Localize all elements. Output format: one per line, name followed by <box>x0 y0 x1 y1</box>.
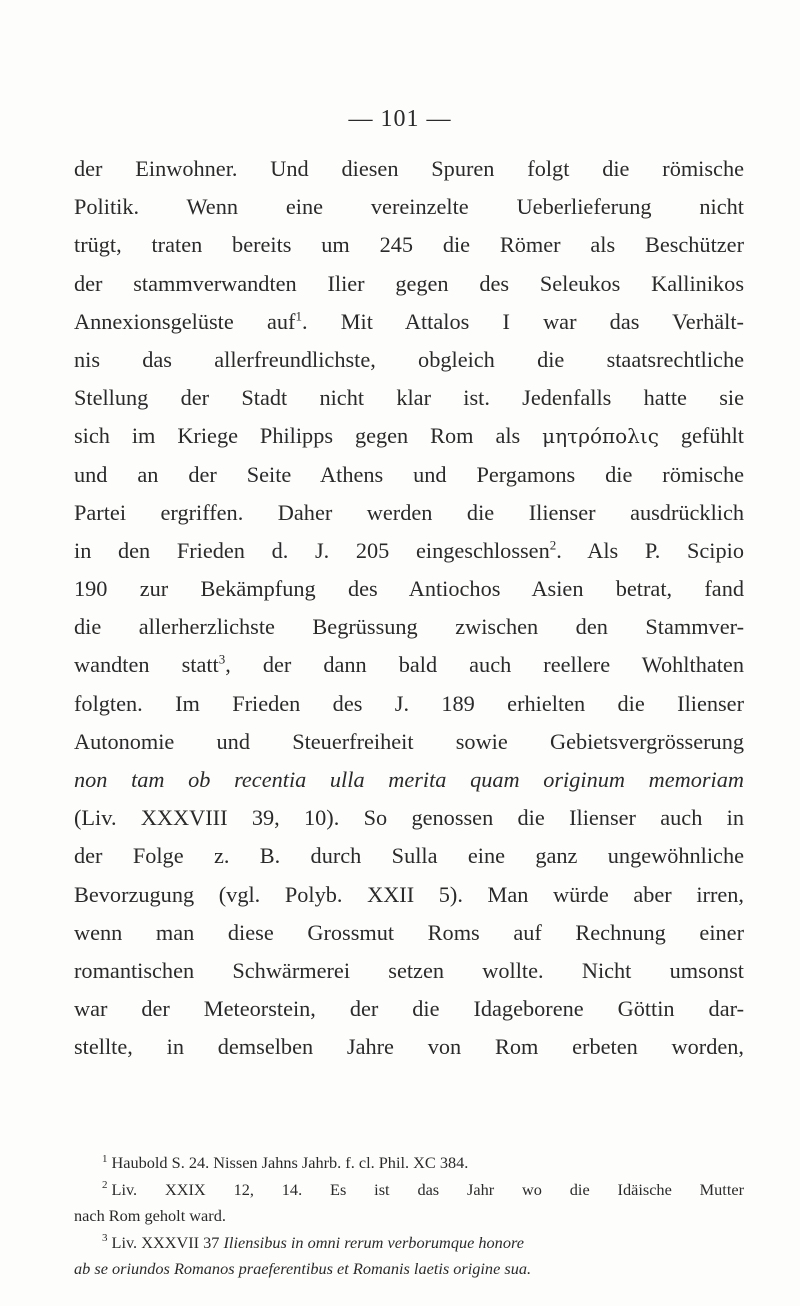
footnote-ref-2: 2 <box>549 537 557 553</box>
greek-word: μητρόπολις <box>542 424 659 449</box>
text-line-9: und an der Seite Athens und Pergamons die römische <box>74 461 744 487</box>
footnote-3: $^3$ Liv. XXXVII 37 Iliensibus in omni rerum verborumque honore <box>102 1232 524 1252</box>
text-line-2: Politik. Wenn eine vereinzelte Ueberlieferung nicht <box>74 194 744 220</box>
text-line-11: in den Frieden d. J. 205 eingeschlossen$^2$. Als P. Scipio <box>74 537 744 563</box>
text-line-13: die allerherzlichste Begrüssung zwischen den Stammver- <box>74 614 744 640</box>
text-line-7: Stellung der Stadt nicht klar ist. Jedenfalls hatte sie <box>74 385 744 411</box>
text-line-19: der Folge z. B. durch Sulla eine ganz ungewöhnliche <box>74 843 744 869</box>
text-line-5: Annexionsgelüste auf$^1$. Mit Attalos I war das Verhält- <box>74 308 744 334</box>
text-line-10: Partei ergriffen. Daher werden die Ilienser ausdrücklich <box>74 499 744 525</box>
text-line-15: folgten. Im Frieden des J. 189 erhielten die Ilienser <box>74 690 744 716</box>
main-text <box>74 150 744 1067</box>
text-line-23: war der Meteorstein, der die Idageborene Göttin dar- <box>74 996 744 1022</box>
footnote-2-cont: nach Rom geholt ward. <box>74 1206 226 1225</box>
footnote-ref-3: 3 <box>218 652 226 668</box>
text-line-18: (Liv. XXXVIII 39, 10). So genossen die Ilienser auch in <box>74 805 744 831</box>
text-line-24: stellte, in demselben Jahre von Rom erbeten worden, <box>74 1034 744 1060</box>
text-line-17-latin-quote: non tam ob recentia ulla merita quam originum memoriam <box>74 767 744 792</box>
text-line-20: Bevorzugung (vgl. Polyb. XXII 5). Man würde aber irren, <box>74 881 744 907</box>
text-line-12: 190 zur Bekämpfung des Antiochos Asien betrat, fand <box>74 576 744 602</box>
text-line-8: sich im Kriege Philipps gegen Rom als μητρόπολις gefühlt <box>74 423 744 449</box>
text-line-6: nis das allerfreundlichste, obgleich die staatsrechtliche <box>74 346 744 372</box>
text-line-21: wenn man diese Grossmut Roms auf Rechnung einer <box>74 919 744 945</box>
footnote-1: $^1$ Haubold S. 24. Nissen Jahns Jahrb. f. cl. Phil. XC 384. <box>102 1152 469 1172</box>
footnote-2: $^2$ Liv. XXIX 12, 14. Es ist das Jahr wo die Idäische Mutter <box>102 1179 744 1199</box>
text-line-14: wandten statt$^3$, der dann bald auch reellere Wohlthaten <box>74 652 744 678</box>
page-number: — 101 — <box>348 106 452 132</box>
text-line-16: Autonomie und Steuerfreiheit sowie Gebietsvergrösserung <box>74 728 744 754</box>
footnote-ref-1: 1 <box>295 308 302 324</box>
text-line-3: trügt, traten bereits um 245 die Römer als Beschützer <box>74 232 744 258</box>
footnote-3-cont: ab se oriundos Romanos praeferentibus et Romanis laetis origine sua. <box>74 1259 532 1278</box>
footnotes <box>74 1150 744 1283</box>
text-line-4: der stammverwandten Ilier gegen des Seleukos Kallinikos <box>74 270 744 296</box>
text-line-1: der Einwohner. Und diesen Spuren folgt die römische <box>74 156 744 181</box>
text-line-22: romantischen Schwärmerei setzen wollte. Nicht umsonst <box>74 957 744 983</box>
